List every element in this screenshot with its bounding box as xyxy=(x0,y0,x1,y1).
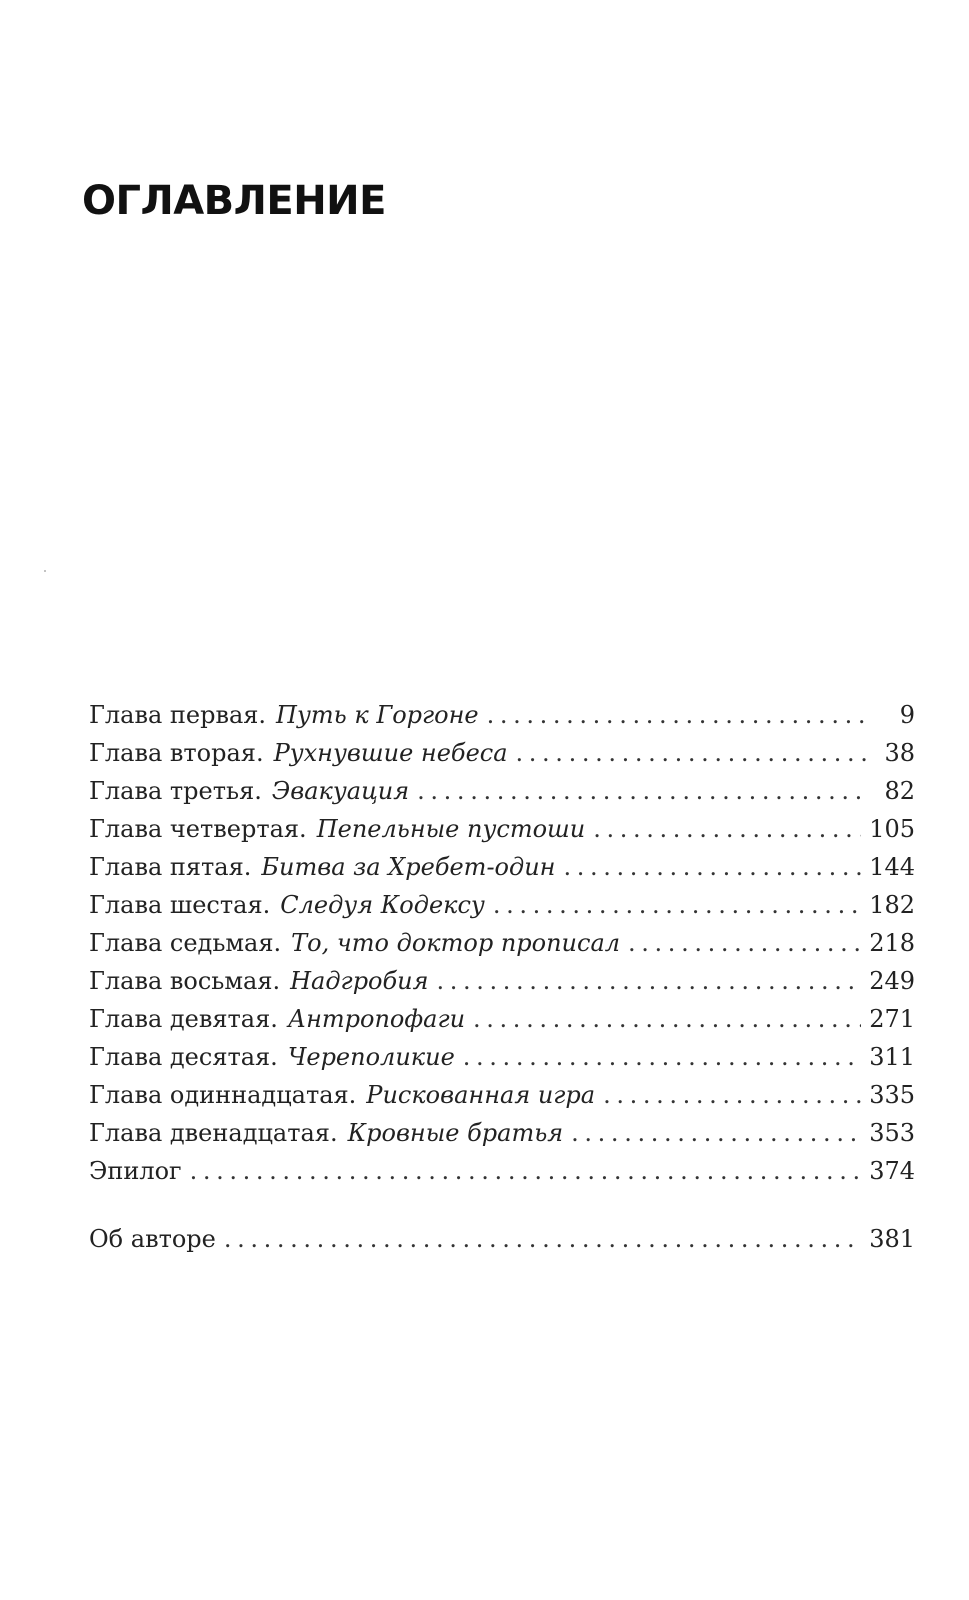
dot-leader xyxy=(224,1220,861,1258)
dot-leader xyxy=(571,1114,861,1152)
page-number: 144 xyxy=(869,853,915,881)
chapter-label: Глава шестая. xyxy=(89,891,271,919)
page-number: 271 xyxy=(869,1005,915,1033)
dot-leader xyxy=(603,1076,861,1114)
dot-leader xyxy=(487,696,867,734)
chapter-label: Глава девятая. xyxy=(89,1005,278,1033)
chapter-title: Пепельные пустоши xyxy=(316,815,586,843)
chapter-label: Эпилог xyxy=(89,1157,182,1185)
dot-leader xyxy=(190,1152,862,1190)
chapter-label: Глава одиннадцатая. xyxy=(89,1081,357,1109)
chapter-title: То, что доктор прописал xyxy=(291,929,621,957)
chapter-label: Глава десятая. xyxy=(89,1043,278,1071)
toc-entry-chapter-7 xyxy=(89,924,915,962)
chapter-label: Глава пятая. xyxy=(89,853,252,881)
toc-entry-chapter-4 xyxy=(89,810,915,848)
page-number: 335 xyxy=(869,1081,915,1109)
chapter-title: Кровные братья xyxy=(347,1119,564,1147)
chapter-title: Антропофаги xyxy=(287,1005,466,1033)
chapter-label: Глава восьмая. xyxy=(89,967,281,995)
chapter-title: Битва за Хребет-один xyxy=(261,853,556,881)
paper-speck xyxy=(44,570,46,572)
toc-entry-about-author xyxy=(89,1220,915,1258)
chapter-label: Глава третья. xyxy=(89,777,262,805)
dot-leader xyxy=(473,1000,861,1038)
chapter-label: Глава первая. xyxy=(89,701,267,729)
page-number: 82 xyxy=(884,777,915,805)
chapter-label: Глава четвертая. xyxy=(89,815,307,843)
page-number: 311 xyxy=(869,1043,915,1071)
dot-leader xyxy=(593,810,861,848)
chapter-title: Рискованная игра xyxy=(366,1081,596,1109)
chapter-label: Глава вторая. xyxy=(89,739,264,767)
table-of-contents xyxy=(89,696,915,1258)
page-number: 218 xyxy=(869,929,915,957)
toc-entry-chapter-2 xyxy=(89,734,915,772)
page-title: ОГЛАВЛЕНИЕ xyxy=(82,178,386,224)
chapter-label: Об авторе xyxy=(89,1225,216,1253)
page-number: 182 xyxy=(869,891,915,919)
chapter-title: Эвакуация xyxy=(271,777,410,805)
page-number: 249 xyxy=(869,967,915,995)
dot-leader xyxy=(417,772,867,810)
toc-entry-chapter-9 xyxy=(89,1000,915,1038)
chapter-title: Следуя Кодексу xyxy=(280,891,485,919)
toc-entry-chapter-10 xyxy=(89,1038,915,1076)
toc-entry-chapter-3 xyxy=(89,772,915,810)
page-number: 353 xyxy=(869,1119,915,1147)
page-number: 381 xyxy=(869,1225,915,1253)
toc-entry-epilogue xyxy=(89,1152,915,1190)
toc-entry-chapter-11 xyxy=(89,1076,915,1114)
dot-leader xyxy=(516,734,867,772)
toc-entry-chapter-8 xyxy=(89,962,915,1000)
chapter-title: Надгробия xyxy=(290,967,429,995)
page-number: 374 xyxy=(869,1157,915,1185)
toc-entry-chapter-5 xyxy=(89,848,915,886)
chapter-title: Череполикие xyxy=(287,1043,455,1071)
chapter-title: Рухнувшие небеса xyxy=(273,739,508,767)
chapter-title: Путь к Горгоне xyxy=(276,701,479,729)
chapter-label: Глава двенадцатая. xyxy=(89,1119,338,1147)
dot-leader xyxy=(493,886,861,924)
toc-entry-chapter-1 xyxy=(89,696,915,734)
dot-leader xyxy=(437,962,862,1000)
page-number: 9 xyxy=(899,701,915,729)
toc-entry-chapter-6 xyxy=(89,886,915,924)
page-number: 105 xyxy=(869,815,915,843)
page-number: 38 xyxy=(884,739,915,767)
dot-leader xyxy=(628,924,861,962)
dot-leader xyxy=(463,1038,861,1076)
chapter-label: Глава седьмая. xyxy=(89,929,282,957)
toc-entry-chapter-12 xyxy=(89,1114,915,1152)
dot-leader xyxy=(563,848,861,886)
